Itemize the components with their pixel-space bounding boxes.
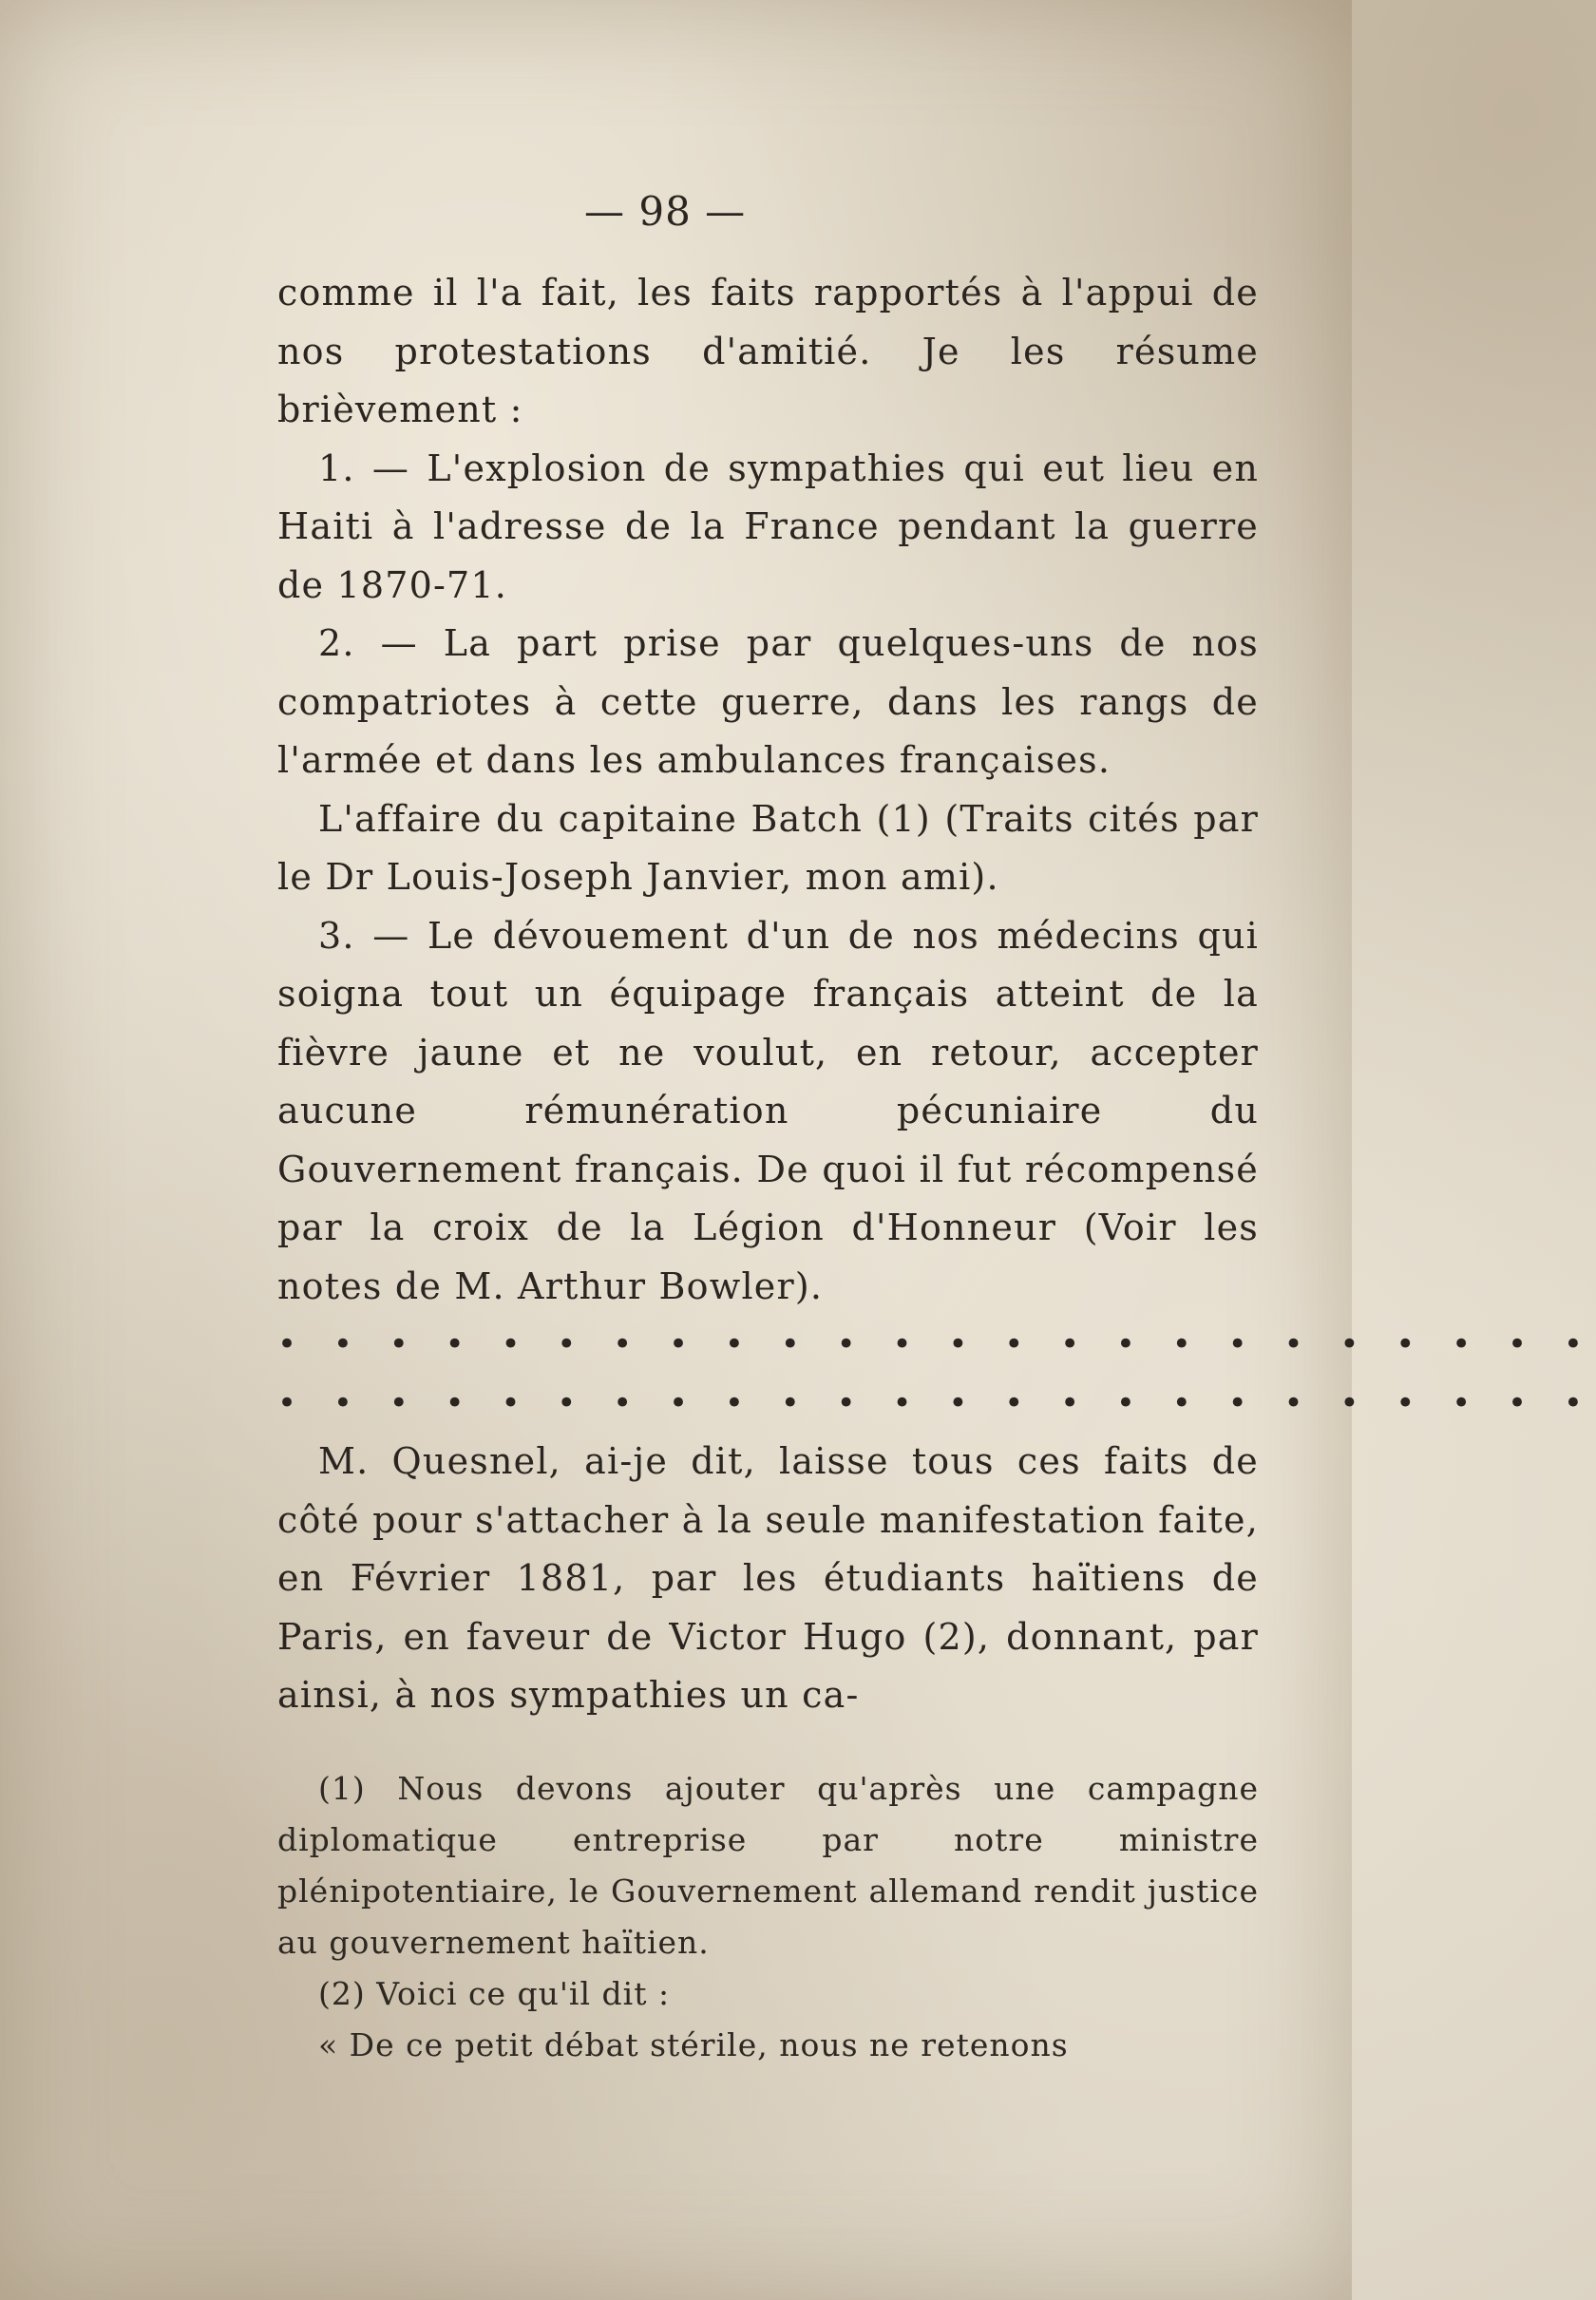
paragraph-intro: comme il l'a fait, les faits rapportés à l'appui de nos protestations d'amitié. Je les résume brièvement : [277, 272, 1259, 430]
paragraph-point-2: 2. — La part prise par quelques-uns de nos compatriotes à cette guerre, dans les rangs de l'armée et dans les ambulances françaises. [277, 622, 1259, 781]
paragraph-point-3: 3. — Le dévouement d'un de nos médecins qui soigna tout un équipage français atteint de la fièvre jaune et ne voulut, en retour, accepter aucune rémunération pécuniaire du Gouvernement français. De quoi il fut récompensé par la croix de la Légion d'Honneur (Voir les notes de M. Arthur Bowler). [277, 914, 1259, 1307]
paragraph-point-1: 1. — L'explosion de sympathies qui eut lieu en Haiti à l'adresse de la France pendant la guerre de 1870-71. [277, 447, 1259, 606]
paragraph-quesnel: M. Quesnel, ai-je dit, laisse tous ces faits de côté pour s'attacher à la seule manifestation faite, en Février 1881, par les étudiants haïtiens de Paris, en faveur de Victor Hugo (2), donnant, par ainsi, à nos sympathies un ca- [277, 1440, 1259, 1716]
main-text [277, 264, 1596, 1725]
page-number: — 98 — [584, 188, 747, 235]
ellipsis-row-1: • • • • • • • • • • • • • • • • • • • • • • • • [277, 1325, 1596, 1363]
ellipsis-row-2: • • • • • • • • • • • • • • • • • • • • • • • • [277, 1383, 1596, 1422]
footnote-2: (2) Voici ce qu'il dit : [318, 1975, 671, 2012]
paragraph-batch-affair: L'affaire du capitaine Batch (1) (Traits cités par le Dr Louis-Joseph Janvier, mon ami). [277, 797, 1259, 898]
footnote-2-quote: « De ce petit débat stérile, nous ne retenons [318, 2026, 1069, 2063]
footnotes [277, 1763, 1259, 2071]
footnote-1: (1) Nous devons ajouter qu'après une campagne diplomatique entreprise par notre ministre plénipotentiaire, le Gouvernement allemand rendit justice au gouvernement haïtien. [277, 1770, 1259, 1961]
